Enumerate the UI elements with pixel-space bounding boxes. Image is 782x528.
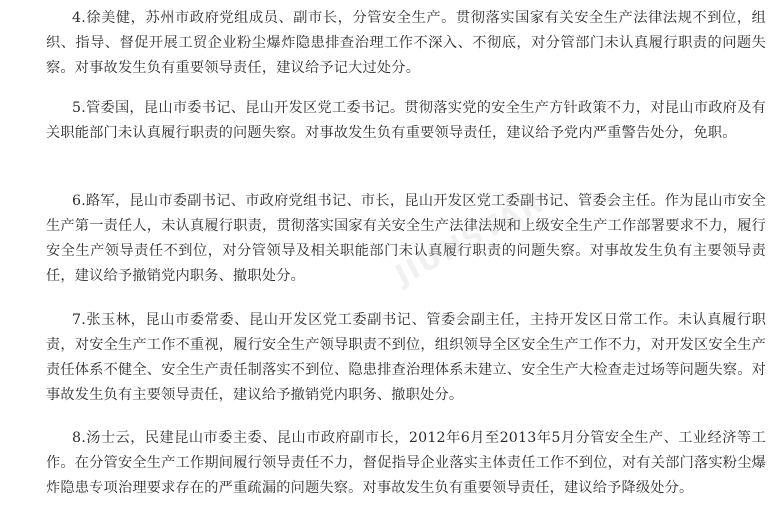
- paragraph-item-7: 7.张玉林，昆山市委常委、昆山开发区党工委副书记、管委会副主任，主持开发区日常工作。未认真履行职责，对安全生产工作不重视，履行安全生产领导职责不到位，组织领导全区安全生产工作不力，对开发区安全生产责任体系不健全、安全生产责任制落实不到位、隐患排查治理体系未建立、安全生产大检查走过场等问题失察。对事故发生负有主要领导责任，建议给予撤销党内职务、撤职处分。: [46, 312, 766, 403]
- paragraph-item-5: 5.管委国，昆山市委书记、昆山开发区党工委书记。贯彻落实党的安全生产方针政策不力，对昆山市政府及有关职能部门未认真履行职责的问题失察。对事故发生负有重要领导责任，建议给予党内严重警告处分，免职。: [46, 100, 766, 141]
- paragraph-item-4: 4.徐美健，苏州市政府党组成员、副市长，分管安全生产。贯彻落实国家有关安全生产法律法规不到位，组织、指导、督促开展工贸企业粉尘爆炸隐患排查治理工作不深入、不彻底，对分管部门未认真履行职责的问题失察。对事故发生负有重要领导责任，建议给予记大过处分。: [46, 10, 766, 76]
- paragraph-item-6: 6.路军，昆山市委副书记、市政府党组书记、市长，昆山开发区党工委副书记、管委会主任。作为昆山市安全生产第一责任人，未认真履行职责，贯彻落实国家有关安全生产法律法规和上级安全生产工作部署要求不力，履行安全生产领导责任不到位，对分管领导及相关职能部门未认真履行职责的问题失察。对事故发生负有主要领导责任，建议给予撤销党内职务、撤职处分。: [46, 193, 766, 284]
- watermark: JIUNSTAR: [389, 185, 550, 292]
- paragraph-item-8: 8.汤士云，民建昆山市委主委、昆山市政府副市长，2012年6月至2013年5月分管安全生产、工业经济等工作。在分管安全生产工作期间履行领导责任不力，督促指导企业落实主体责任工作不到位，对有关部门落实粉尘爆炸隐患专项治理要求存在的严重疏漏的问题失察。对事故发生负有重要领导责任，建议给予降级处分。: [46, 430, 766, 496]
